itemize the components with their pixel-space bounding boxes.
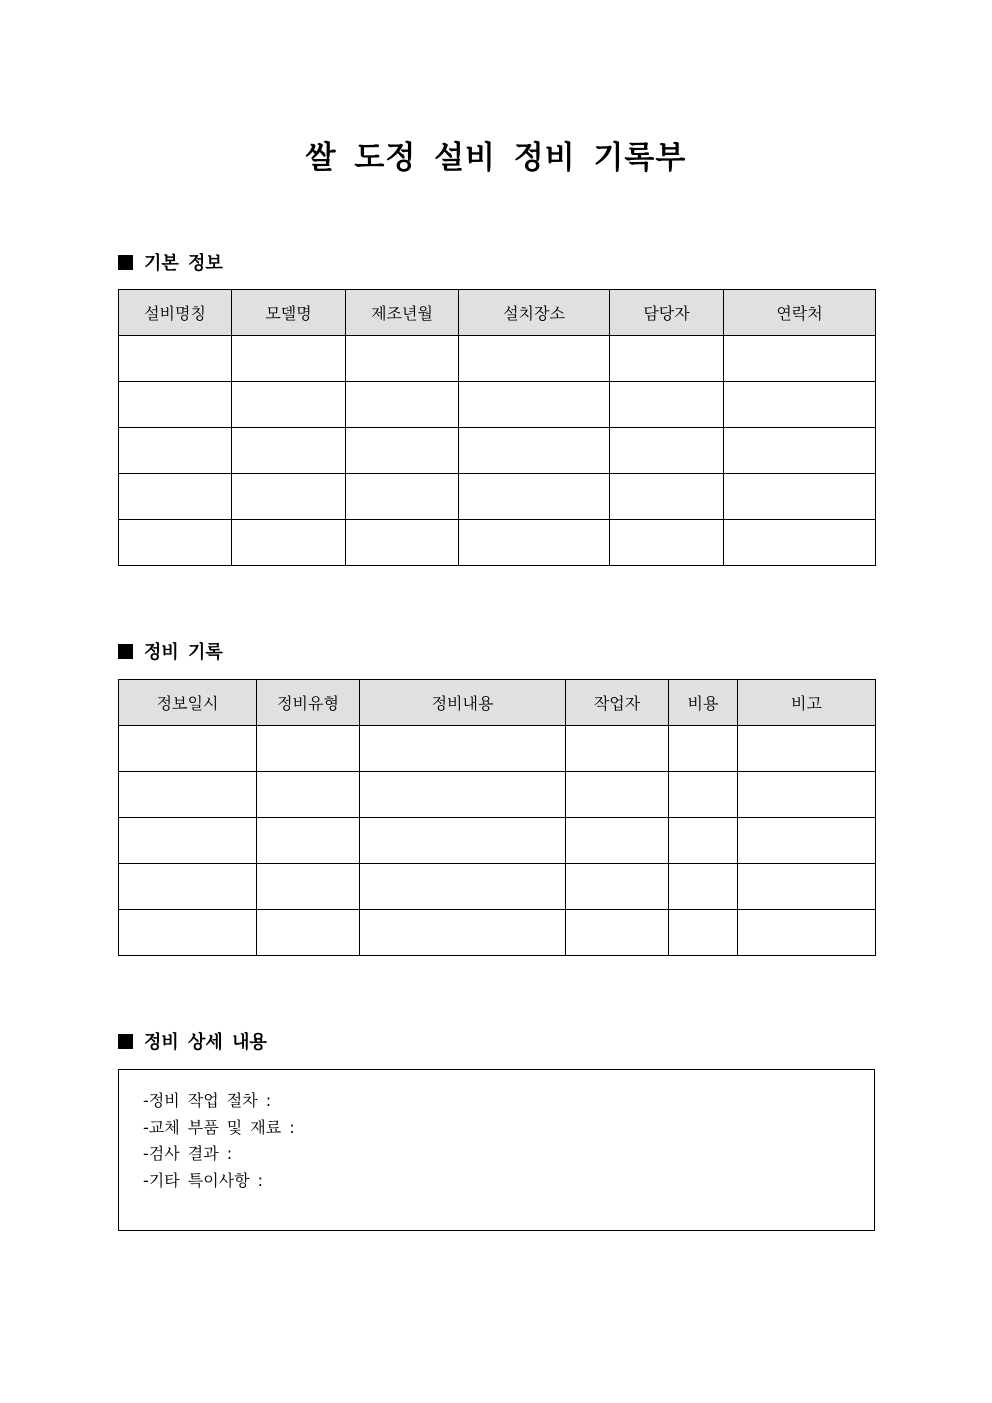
table-cell[interactable]	[724, 382, 876, 428]
table-cell[interactable]	[610, 336, 724, 382]
details-text-area[interactable]	[118, 1069, 875, 1231]
table-cell[interactable]	[459, 428, 610, 474]
table-row	[119, 428, 876, 474]
table-cell[interactable]	[257, 818, 360, 864]
basic-info-table	[118, 289, 876, 566]
table-cell[interactable]	[346, 474, 459, 520]
table-cell[interactable]	[232, 336, 346, 382]
square-bullet-icon	[118, 255, 133, 270]
table-cell[interactable]	[459, 474, 610, 520]
table-cell[interactable]	[346, 520, 459, 566]
table-cell[interactable]	[257, 772, 360, 818]
section-heading-label: 정비 상세 내용	[144, 1032, 267, 1053]
table-cell[interactable]	[459, 520, 610, 566]
section-heading-label: 기본 정보	[144, 253, 223, 274]
section-heading-basic-info	[118, 252, 223, 276]
table-cell[interactable]	[724, 428, 876, 474]
table-row	[119, 726, 876, 772]
table-cell[interactable]	[459, 382, 610, 428]
table-header-row	[119, 680, 876, 726]
table-cell[interactable]	[119, 726, 257, 772]
table-cell[interactable]	[360, 864, 566, 910]
table-cell[interactable]	[119, 428, 232, 474]
table-cell[interactable]	[610, 520, 724, 566]
column-header: 정보일시	[119, 680, 257, 726]
table-cell[interactable]	[257, 864, 360, 910]
table-cell[interactable]	[360, 726, 566, 772]
table-cell[interactable]	[724, 520, 876, 566]
maintenance-log-table	[118, 679, 876, 956]
table-cell[interactable]	[610, 428, 724, 474]
column-header: 제조년월	[346, 290, 459, 336]
table-cell[interactable]	[566, 910, 669, 956]
table-cell[interactable]	[119, 772, 257, 818]
square-bullet-icon	[118, 1034, 133, 1049]
detail-line-inspection: -검사 결과 :	[143, 1144, 233, 1163]
table-row	[119, 818, 876, 864]
table-cell[interactable]	[360, 910, 566, 956]
table-cell[interactable]	[724, 336, 876, 382]
table-cell[interactable]	[257, 910, 360, 956]
detail-line-procedure: -정비 작업 절차 :	[143, 1091, 272, 1110]
table-cell[interactable]	[360, 818, 566, 864]
detail-line-parts: -교체 부품 및 재료 :	[143, 1117, 295, 1137]
table-row	[119, 772, 876, 818]
table-cell[interactable]	[119, 474, 232, 520]
column-header: 비고	[738, 680, 876, 726]
column-header: 비용	[669, 680, 738, 726]
table-cell[interactable]	[610, 382, 724, 428]
table-cell[interactable]	[738, 772, 876, 818]
table-cell[interactable]	[669, 726, 738, 772]
column-header: 작업자	[566, 680, 669, 726]
table-cell[interactable]	[669, 864, 738, 910]
table-cell[interactable]	[738, 910, 876, 956]
column-header: 설치장소	[459, 290, 610, 336]
table-cell[interactable]	[566, 772, 669, 818]
table-cell[interactable]	[738, 818, 876, 864]
table-cell[interactable]	[669, 772, 738, 818]
table-cell[interactable]	[119, 336, 232, 382]
section-heading-label: 정비 기록	[144, 642, 223, 663]
table-cell[interactable]	[566, 726, 669, 772]
table-cell[interactable]	[566, 864, 669, 910]
table-header-row	[119, 290, 876, 336]
detail-line-notes: -기타 특이사항 :	[143, 1170, 264, 1190]
table-row	[119, 474, 876, 520]
column-header: 모델명	[232, 290, 346, 336]
page-title: 쌀 도정 설비 정비 기록부	[305, 140, 687, 176]
table-cell[interactable]	[257, 726, 360, 772]
table-cell[interactable]	[119, 382, 232, 428]
column-header: 정비내용	[360, 680, 566, 726]
table-cell[interactable]	[232, 428, 346, 474]
table-cell[interactable]	[669, 818, 738, 864]
table-cell[interactable]	[119, 818, 257, 864]
table-cell[interactable]	[232, 520, 346, 566]
table-cell[interactable]	[566, 818, 669, 864]
table-row	[119, 864, 876, 910]
table-cell[interactable]	[360, 772, 566, 818]
table-row	[119, 910, 876, 956]
table-cell[interactable]	[459, 336, 610, 382]
section-heading-details	[118, 1031, 267, 1055]
column-header: 설비명칭	[119, 290, 232, 336]
square-bullet-icon	[118, 644, 133, 659]
table-row	[119, 382, 876, 428]
table-cell[interactable]	[738, 726, 876, 772]
table-cell[interactable]	[346, 428, 459, 474]
table-cell[interactable]	[232, 474, 346, 520]
table-cell[interactable]	[346, 336, 459, 382]
table-cell[interactable]	[724, 474, 876, 520]
table-cell[interactable]	[738, 864, 876, 910]
table-cell[interactable]	[669, 910, 738, 956]
section-heading-maintenance-log	[118, 641, 223, 665]
table-cell[interactable]	[610, 474, 724, 520]
table-cell[interactable]	[119, 864, 257, 910]
table-cell[interactable]	[232, 382, 346, 428]
column-header: 연락처	[724, 290, 876, 336]
table-cell[interactable]	[119, 910, 257, 956]
table-cell[interactable]	[346, 382, 459, 428]
column-header: 정비유형	[257, 680, 360, 726]
table-row	[119, 520, 876, 566]
table-cell[interactable]	[119, 520, 232, 566]
column-header: 담당자	[610, 290, 724, 336]
table-row	[119, 336, 876, 382]
